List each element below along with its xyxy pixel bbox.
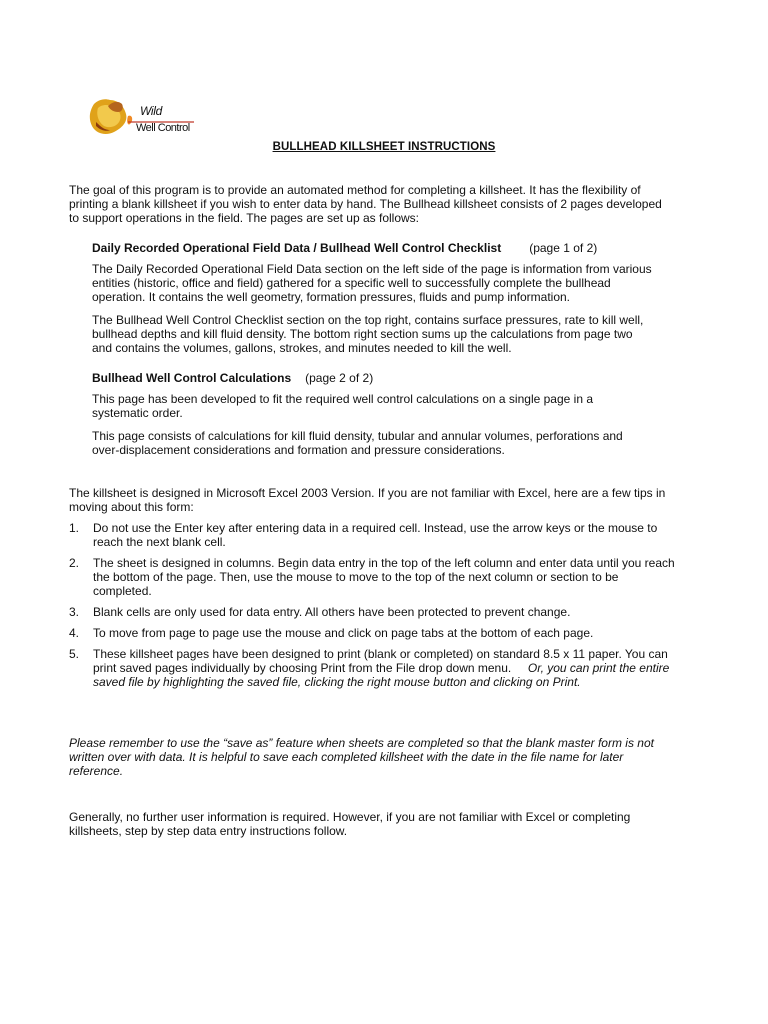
tip-item-2: 2. The sheet is designed in columns. Begin data entry in the top of the left column and enter data until you reach the bottom of the page. Then, use the mouse to move to the top of the next column or section to be completed. (69, 556, 675, 598)
logo-text-well-control: Well Control (136, 122, 190, 134)
closing-paragraph: Generally, no further user information is required. However, if you are not familiar with Excel or completing killsheets, step by step data entry instructions follow. (69, 810, 631, 838)
section2-heading-text: Bullhead Well Control Calculations (92, 371, 292, 385)
intro-paragraph: The goal of this program is to provide an automated method for completing a killsheet. It has the flexibility of printing a blank killsheet if you wish to enter data by hand. The Bullhead killsheet consists of 2 pages developed to support operations in the field. The pages are set up as follows: (69, 183, 662, 225)
section2-page-label: (page 2 of 2) (305, 371, 374, 385)
wild-well-control-logo (88, 96, 200, 140)
section2-paragraph-1: This page has been developed to fit the required well control calculations on a single page in a systematic order. (92, 392, 593, 420)
section2-paragraph-2: This page consists of calculations for kill fluid density, tubular and annular volumes, perforations and over-displacement considerations and formation and pressure considerations. (92, 429, 623, 457)
section2-heading (92, 371, 373, 385)
section1-paragraph-2: The Bullhead Well Control Checklist section on the top right, contains surface pressures, rate to kill well, bullhead depths and kill fluid density. The bottom right section sums up the calculations from page two and contains the volumes, gallons, strokes, and minutes needed to kill the well. (92, 313, 644, 355)
excel-intro-paragraph: The killsheet is designed in Microsoft Excel 2003 Version. If you are not familiar with Excel, here are a few tips in moving about this form: (69, 486, 666, 514)
section1-heading-text: Daily Recorded Operational Field Data / Bullhead Well Control Checklist (92, 241, 502, 255)
save-as-note: Please remember to use the “save as” feature when sheets are completed so that the blank master form is not written over with data. It is helpful to save each completed killsheet with the date in the file name for later reference. (69, 736, 654, 778)
logo-text-wild: Wild (140, 104, 163, 118)
section1-page-label: (page 1 of 2) (529, 241, 598, 255)
tip-item-3: 3. Blank cells are only used for data entry. All others have been protected to prevent change. (69, 605, 571, 619)
document-title: BULLHEAD KILLSHEET INSTRUCTIONS (272, 141, 496, 153)
tip-5-italic: Or, you can print the entire saved file by highlighting the saved file, clicking the right mouse button and clicking on Print. (93, 661, 670, 689)
section1-heading (92, 241, 597, 255)
tip-item-4: 4. To move from page to page use the mouse and click on page tabs at the bottom of each page. (69, 626, 594, 640)
tips-list (69, 521, 679, 696)
section1-paragraph-1: The Daily Recorded Operational Field Data section on the left side of the page is information from various entities (historic, office and field) gathered for a specific well to successfully complete the bullhead operation. It contains the well geometry, formation pressures, fluids and pump information. (92, 262, 652, 304)
tip-item-1: 1. Do not use the Enter key after entering data in a required cell. Instead, use the arrow keys or the mouse to reach the next blank cell. (69, 521, 658, 549)
tip-item-5: 5. These killsheet pages have been designed to print (blank or completed) on standard 8.5 x 11 paper. You can print saved pages individually by choosing Print from the File drop down menu. Or, you can print the entire saved file by highlighting the saved file, clicking the right mouse button and clicking on Print. (69, 647, 672, 689)
